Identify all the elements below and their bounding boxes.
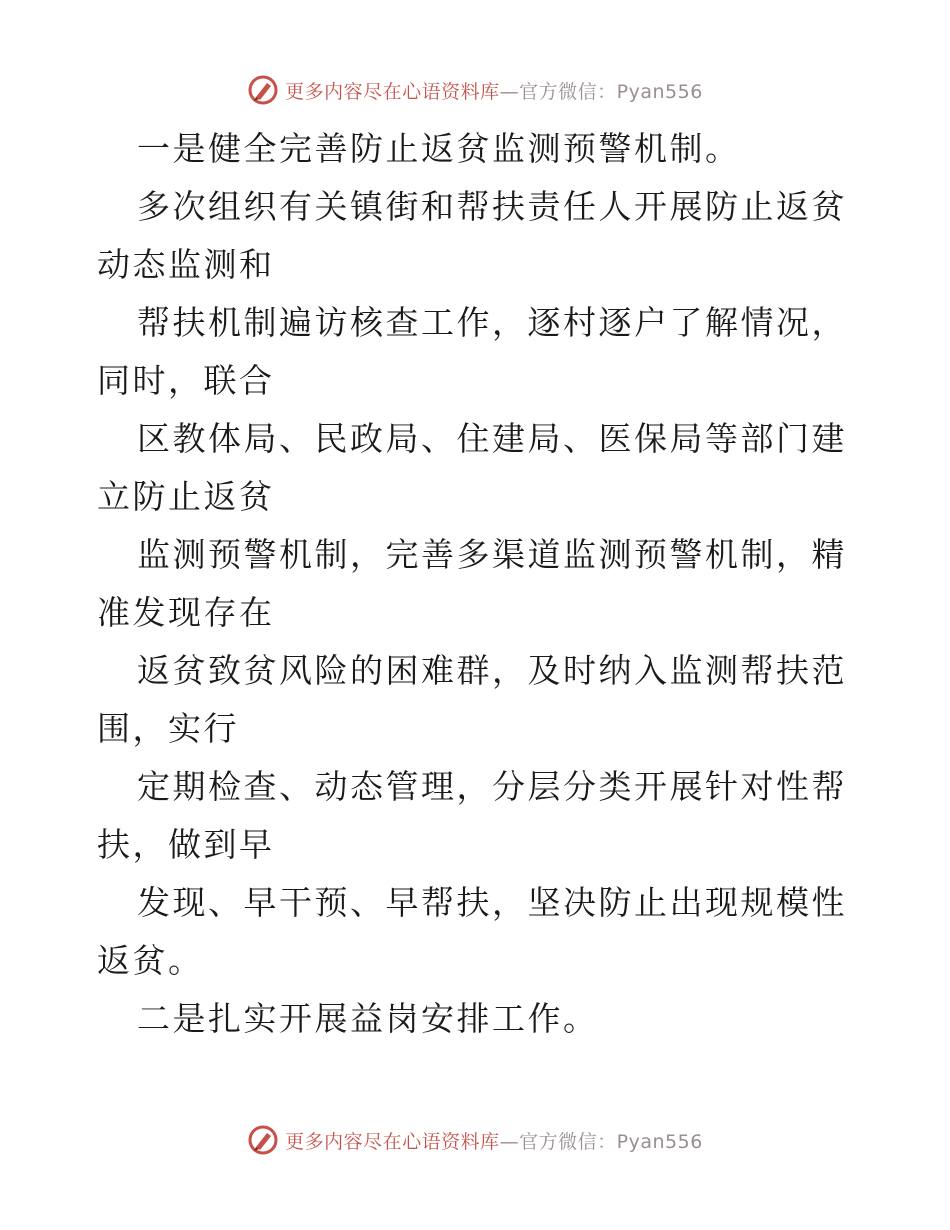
- paragraph-6: 返贫致贫风险的困难群，及时纳入监测帮扶范围，实行: [97, 651, 847, 748]
- footer-watermark-banner: [0, 1120, 950, 1160]
- banner-separator: —: [499, 80, 520, 103]
- banner-main-text: 更多内容尽在心语资料库: [285, 80, 500, 103]
- document-body: [97, 120, 857, 1048]
- paragraph-5: 监测预警机制，完善多渠道监测预警机制，精准发现存在: [97, 535, 847, 632]
- paragraph-2: 多次组织有关镇街和帮扶责任人开展防止返贫动态监测和: [97, 187, 847, 284]
- paragraph-8: 发现、早干预、早帮扶，坚决防止出现规模性返贫。: [97, 883, 847, 980]
- paragraph-3: 帮扶机制遍访核查工作，逐村逐户了解情况，同时，联合: [97, 303, 847, 400]
- banner-separator: —: [499, 1130, 520, 1153]
- paragraph-1: 一是健全完善防止返贫监测预警机制。: [137, 129, 741, 168]
- banner-text: [285, 1127, 703, 1154]
- pen-circle-icon: [247, 1124, 279, 1156]
- paragraph-9: 二是扎实开展益岗安排工作。: [137, 999, 599, 1038]
- banner-main-text: 更多内容尽在心语资料库: [285, 1130, 500, 1153]
- paragraph-4: 区教体局、民政局、住建局、医保局等部门建立防止返贫: [97, 419, 847, 516]
- header-watermark-banner: [0, 70, 950, 110]
- banner-suffix-text: 官方微信：Pyan556: [519, 1130, 703, 1153]
- banner-suffix-text: 官方微信：Pyan556: [519, 80, 703, 103]
- banner-text: [285, 77, 703, 104]
- pen-circle-icon: [247, 74, 279, 106]
- paragraph-7: 定期检查、动态管理，分层分类开展针对性帮扶，做到早: [97, 767, 847, 864]
